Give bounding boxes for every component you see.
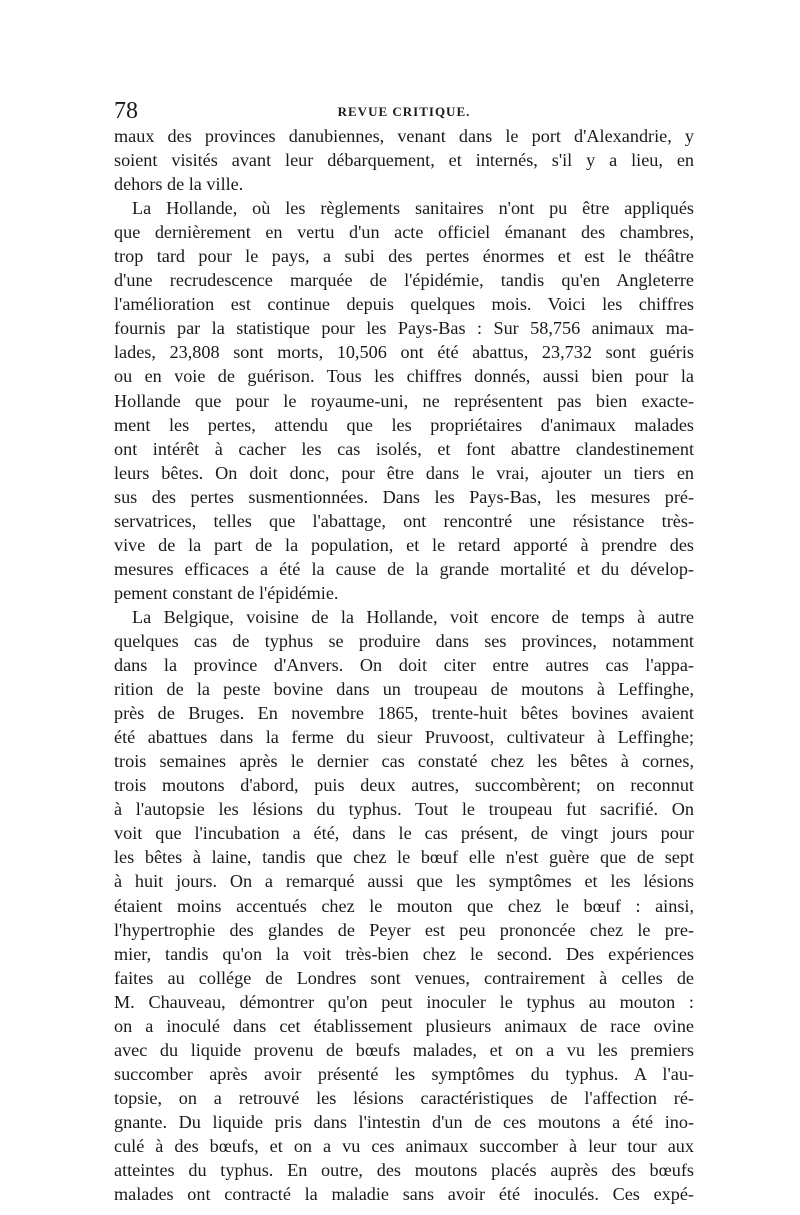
text-line: étaient moins accentués chez le mouton que chez le bœuf : ainsi, xyxy=(114,895,694,916)
text-line: gnante. Du liquide pris dans l'intestin d'un de ces moutons a été ino- xyxy=(114,1111,694,1132)
text-line: La Hollande, où les règlements sanitaires n'ont pu être appliqués xyxy=(132,198,694,219)
text-line: on a inoculé dans cet établissement plusieurs animaux de race ovine xyxy=(114,1015,694,1036)
text-line: rition de la peste bovine dans un troupeau de moutons à Leffinghe, xyxy=(114,679,694,700)
text-line: servatrices, telles que l'abattage, ont rencontré une résistance très- xyxy=(114,510,694,531)
text-line: l'hypertrophie des glandes de Peyer est peu prononcée chez le pre- xyxy=(114,919,694,940)
text-line: mier, tandis qu'on la voit très-bien chez le second. Des expériences xyxy=(114,943,694,964)
text-line: à l'autopsie les lésions du typhus. Tout le troupeau fut sacrifié. On xyxy=(114,799,694,820)
body-text xyxy=(114,124,694,1206)
text-line: ment les pertes, attendu que les propriétaires d'animaux malades xyxy=(114,414,694,435)
text-line: quelques cas de typhus se produire dans ses provinces, notamment xyxy=(114,630,694,651)
text-line: que dernièrement en vertu d'un acte officiel émanant des chambres, xyxy=(114,222,694,243)
text-line: sus des pertes susmentionnées. Dans les Pays-Bas, les mesures pré- xyxy=(114,486,694,507)
text-line: ou en voie de guérison. Tous les chiffres donnés, aussi bien pour la xyxy=(114,366,694,387)
text-line: maux des provinces danubiennes, venant dans le port d'Alexandrie, y xyxy=(114,126,694,146)
page-number: 78 xyxy=(114,98,138,124)
text-line: culé à des bœufs, et on a vu ces animaux succomber à leur tour aux xyxy=(114,1135,694,1156)
text-line: leurs bêtes. On doit donc, pour être dans le vrai, ajouter un tiers en xyxy=(114,462,694,483)
text-line: M. Chauveau, démontrer qu'on peut inoculer le typhus au mouton : xyxy=(114,991,694,1012)
text-line: d'une recrudescence marquée de l'épidémie, tandis qu'en Angleterre xyxy=(114,270,694,291)
text-line: trois semaines après le dernier cas constaté chez les bêtes à cornes, xyxy=(114,751,694,772)
text-line: pement constant de l'épidémie. xyxy=(114,582,339,603)
text-line: été abattues dans la ferme du sieur Pruvoost, cultivateur à Leffinghe; xyxy=(114,727,694,748)
text-line: ont intérêt à cacher les cas isolés, et font abattre clandestinement xyxy=(114,438,694,459)
text-line: topsie, on a retrouvé les lésions caractéristiques de l'affection ré- xyxy=(114,1087,694,1108)
text-line: soient visités avant leur débarquement, et internés, s'il y a lieu, en xyxy=(114,150,694,171)
text-line: à huit jours. On a remarqué aussi que les symptômes et les lésions xyxy=(114,871,694,892)
text-line: La Belgique, voisine de la Hollande, voit encore de temps à autre xyxy=(132,606,694,627)
text-line: malades ont contracté la maladie sans avoir été inoculés. Ces expé- xyxy=(114,1184,694,1205)
text-line: lades, 23,808 sont morts, 10,506 ont été abattus, 23,732 sont guéris xyxy=(114,342,694,363)
text-line: atteintes du typhus. En outre, des moutons placés auprès des bœufs xyxy=(114,1160,694,1181)
text-line: fournis par la statistique pour les Pays-Bas : Sur 58,756 animaux ma- xyxy=(114,318,694,339)
text-line: vive de la part de la population, et le retard apporté à prendre des xyxy=(114,534,694,555)
page-header xyxy=(114,96,694,126)
text-line: faites au collége de Londres sont venues, contrairement à celles de xyxy=(114,967,694,988)
text-line: près de Bruges. En novembre 1865, trente-huit bêtes bovines avaient xyxy=(114,703,694,724)
text-line: mesures efficaces a été la cause de la grande mortalité et du dévelop- xyxy=(114,558,694,579)
text-line: dans la province d'Anvers. On doit citer entre autres cas l'appa- xyxy=(114,655,694,676)
text-line: trop tard pour le pays, a subi des pertes énormes et est le théâtre xyxy=(114,246,694,267)
text-line: l'amélioration est continue depuis quelques mois. Voici les chiffres xyxy=(114,294,694,315)
text-line: Hollande que pour le royaume-uni, ne représentent pas bien exacte- xyxy=(114,390,694,411)
running-title: REVUE CRITIQUE. xyxy=(337,104,471,119)
text-line: voit que l'incubation a été, dans le cas présent, de vingt jours pour xyxy=(114,823,694,844)
text-line: trois moutons d'abord, puis deux autres, succombèrent; on reconnut xyxy=(114,775,694,796)
text-line: avec du liquide provenu de bœufs malades, et on a vu les premiers xyxy=(114,1039,694,1060)
text-line: succomber après avoir présenté les symptômes du typhus. A l'au- xyxy=(114,1063,694,1084)
text-line: dehors de la ville. xyxy=(114,174,244,195)
text-line: les bêtes à laine, tandis que chez le bœuf elle n'est guère que de sept xyxy=(114,847,694,868)
